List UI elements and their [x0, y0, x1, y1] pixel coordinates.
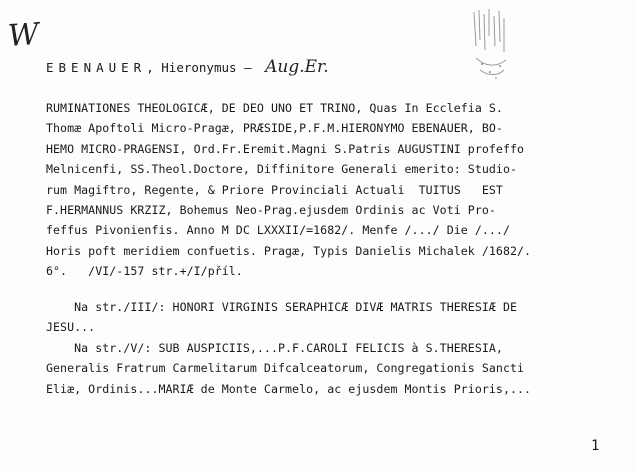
bibliographic-description [46, 98, 626, 282]
author-given-name: Hieronymus – [161, 60, 252, 75]
note-line: Na str./III/: HONORI VIRGINIS SERAPHICÆ DIVÆ MATRIS THERESIÆ DE [46, 300, 518, 314]
description-line: Melnicenfi, SS.Theol.Doctore, Diffinitore Generali emerito: Studio- [46, 162, 518, 177]
note-line: Eliæ, Ordinis...MARIÆ de Monte Carmelo, ac ejusdem Montis Prioris,... [46, 381, 532, 396]
note-line: Generalis Fratrum Carmelitarum Difcalceatorum, Congregationis Sancti [46, 361, 525, 376]
description-line: rum Magiftro, Regente, & Priore Provinciali Actuali TUITUS EST [46, 182, 503, 197]
description-line: Horis poft meridiem confuetis. Pragæ, Typis Danielis Michalek /1682/. [46, 243, 532, 258]
description-line: RUMINATIONES THEOLOGICÆ, DE DEO UNO ET TRINO, Quas In Ecclefia S. [46, 101, 503, 115]
description-line: 6°. /VI/-157 str.+/I/příl. [46, 264, 243, 279]
description-line: feffus Pivonienfis. Anno M DC LXXXII/=1682/. Menfe /.../ Die /.../ [46, 223, 510, 238]
entry-heading [46, 57, 329, 77]
note-line: Na str./V/: SUB AUSPICIIS,...P.F.CAROLI FELICIS à S.THERESIA, [46, 340, 503, 355]
content-notes [46, 297, 626, 399]
description-line: Thomæ Apoftoli Micro-Pragæ, PRÆSIDE,P.F.M.HIERONYMO EBENAUER, BO- [46, 121, 503, 136]
heading-separator: , [146, 60, 154, 75]
note-line: JESU... [46, 320, 96, 335]
description-line: F.HERMANNUS KRZIZ, Bohemus Neo-Prag.ejusdem Ordinis ac Voti Pro- [46, 203, 496, 218]
handwritten-annotation: Aug.Er. [265, 57, 329, 77]
card-page-number: 1 [591, 438, 600, 454]
faint-library-stamp [470, 6, 512, 84]
author-surname: EBENAUER [46, 60, 147, 75]
handwritten-corner-mark: W [6, 16, 41, 55]
description-line: HEMO MICRO-PRAGENSI, Ord.Fr.Eremit.Magni S.Patris AUGUSTINI profeffo [46, 141, 525, 156]
